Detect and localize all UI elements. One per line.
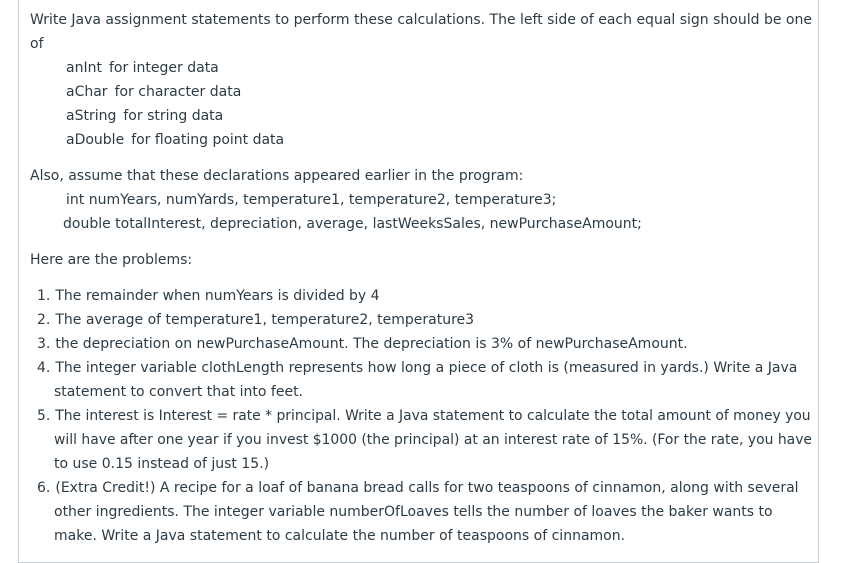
variable-item — [66, 56, 219, 80]
problem-text-continued: statement to convert that into feet. — [54, 384, 304, 400]
variable-name: anInt — [66, 60, 102, 76]
problem-number: 1. — [37, 288, 51, 304]
problem-text-continued: make. Write a Java statement to calculate the number of teaspoons of cinnamon. — [54, 528, 626, 544]
problem-text: The average of temperature1, temperature2, temperature3 — [55, 312, 475, 328]
problem-text: The integer variable clothLength represents how long a piece of cloth is (measured in yards.) Write a Java — [55, 360, 798, 376]
intro-line-2: of — [30, 36, 44, 52]
problem-item — [37, 332, 688, 356]
problem-text: The remainder when numYears is divided by 4 — [55, 288, 380, 304]
problem-item — [37, 284, 380, 308]
variable-name: aDouble — [66, 132, 125, 148]
variable-name: aString — [66, 108, 117, 124]
variable-item — [66, 80, 241, 104]
variable-desc: for integer data — [108, 60, 219, 76]
problem-text: the depreciation on newPurchaseAmount. The depreciation is 3% of newPurchaseAmount. — [55, 336, 688, 352]
variable-desc: for floating point data — [131, 132, 285, 148]
problem-item — [37, 308, 474, 332]
variable-name: aChar — [66, 84, 108, 100]
declarations-intro: Also, assume that these declarations appeared earlier in the program: — [30, 168, 524, 184]
problem-number: 4. — [37, 360, 51, 376]
problem-number: 2. — [37, 312, 51, 328]
variable-item — [66, 104, 223, 128]
int-declaration: int numYears, numYards, temperature1, temperature2, temperature3; — [66, 192, 557, 208]
intro-line-1: Write Java assignment statements to perform these calculations. The left side of each equal sign should be one — [30, 12, 812, 28]
problem-number: 3. — [37, 336, 51, 352]
problem-text-continued: will have after one year if you invest $1000 (the principal) at an interest rate of 15%. (For the rate, you have — [54, 432, 812, 448]
problem-number: 6. — [37, 480, 51, 496]
problem-text: (Extra Credit!) A recipe for a loaf of banana bread calls for two teaspoons of cinnamon, along with several — [55, 480, 799, 496]
problems-heading: Here are the problems: — [30, 252, 193, 268]
problem-text-continued: other ingredients. The integer variable numberOfLoaves tells the number of loaves the baker wants to — [54, 504, 773, 520]
problem-item — [37, 404, 811, 428]
problem-item — [37, 476, 799, 500]
variable-desc: for string data — [123, 108, 224, 124]
variable-item — [66, 128, 284, 152]
variable-desc: for character data — [114, 84, 242, 100]
problem-text: The interest is Interest = rate * principal. Write a Java statement to calculate the total amount of money you — [55, 408, 811, 424]
problem-number: 5. — [37, 408, 51, 424]
problem-item — [37, 356, 797, 380]
problem-text-continued: to use 0.15 instead of just 15.) — [54, 456, 270, 472]
double-declaration: double totalInterest, depreciation, average, lastWeeksSales, newPurchaseAmount; — [63, 216, 642, 232]
